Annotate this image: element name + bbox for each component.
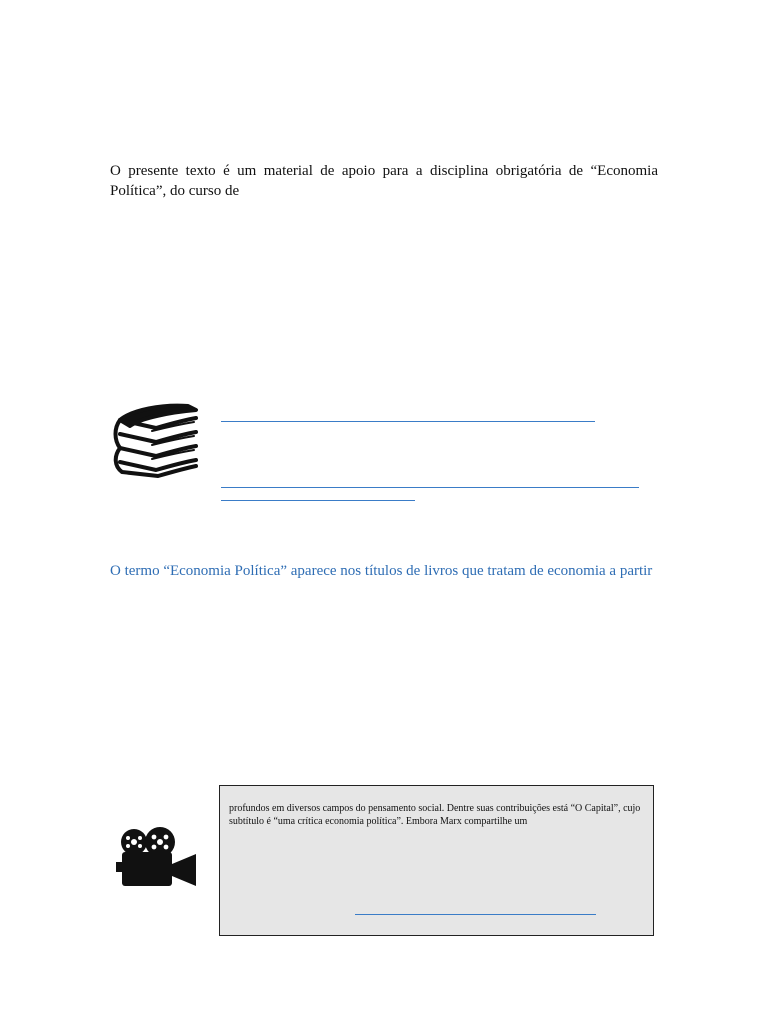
books-stack-icon <box>112 400 200 478</box>
section-paragraph: O termo “Economia Política” aparece nos títulos de livros que tratam de economia a partir <box>110 563 653 579</box>
note-text: profundos em diversos campos do pensamento social. Dentre suas contribuições está “O Capital”, cujo subtítulo é “uma crítica economia política”. Embora Marx compartilhe um <box>229 803 641 827</box>
video-note-box <box>219 785 654 936</box>
movie-camera-icon <box>114 826 198 888</box>
hyperlink-underline[interactable] <box>355 914 596 915</box>
intro-paragraph: O presente texto é um material de apoio para a disciplina obrigatória de “Economia Política”, do curso de <box>110 163 658 199</box>
hyperlink-underline[interactable] <box>221 487 639 488</box>
hyperlink-underline[interactable] <box>221 421 595 422</box>
hyperlink-underline[interactable] <box>221 500 415 501</box>
